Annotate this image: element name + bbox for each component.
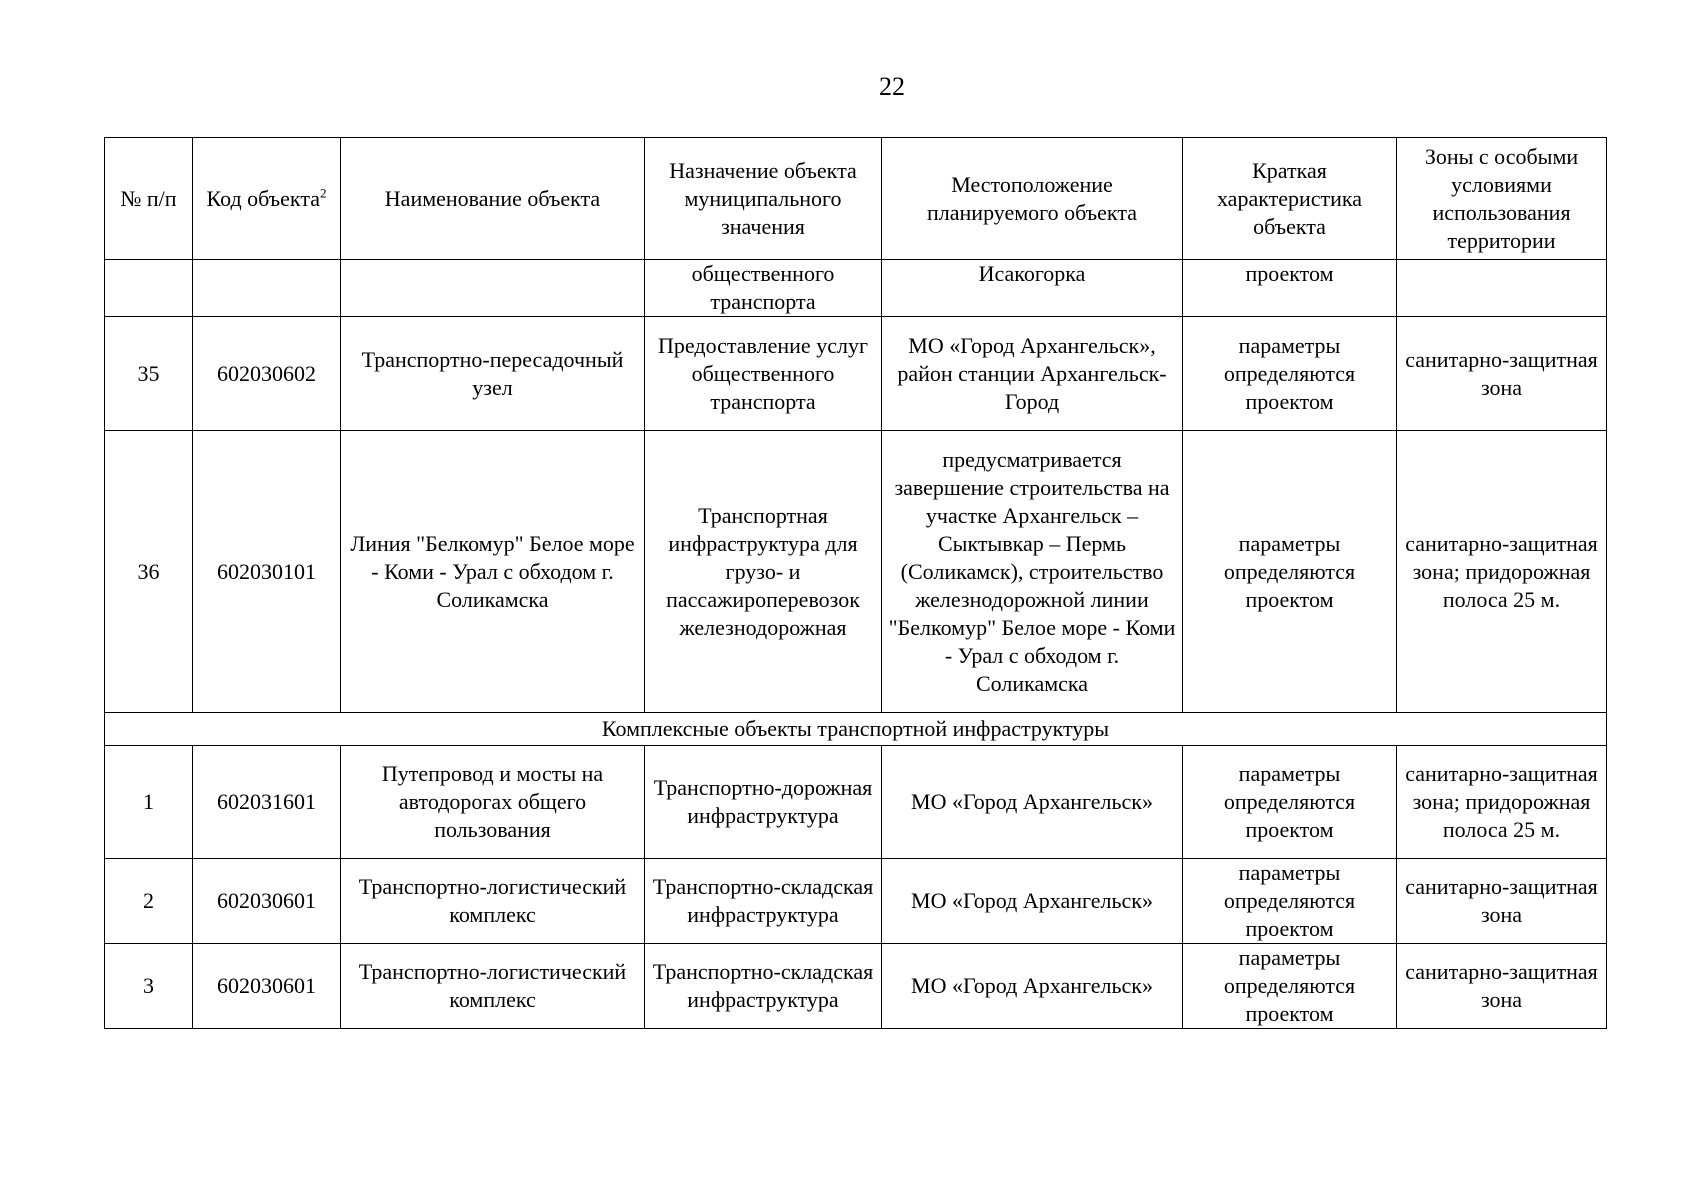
cell-num: 35 — [105, 317, 193, 431]
cell-zones: санитарно-защитная зона — [1397, 944, 1607, 1029]
cell-zones: санитарно-защитная зона; придорожная полоса 25 м. — [1397, 431, 1607, 713]
cell-characteristic: проектом — [1183, 260, 1397, 317]
cell-code: 602030601 — [193, 859, 341, 944]
header-location: Местоположение планируемого объекта — [882, 138, 1183, 260]
table-row-36 — [105, 431, 1607, 713]
cell-characteristic: параметры определяются проектом — [1183, 944, 1397, 1029]
header-purpose: Назначение объекта муниципального значения — [645, 138, 882, 260]
section-row — [105, 713, 1607, 746]
header-code — [193, 138, 341, 260]
objects-table — [104, 137, 1607, 1029]
header-num: № п/п — [105, 138, 193, 260]
cell-purpose: Транспортно-дорожная инфраструктура — [645, 746, 882, 859]
cell-name: Транспортно-логистический комплекс — [341, 859, 645, 944]
cell-zones: санитарно-защитная зона — [1397, 859, 1607, 944]
table-row-1 — [105, 746, 1607, 859]
cell-location: МО «Город Архангельск» — [882, 859, 1183, 944]
cell-location: МО «Город Архангельск» — [882, 746, 1183, 859]
table-row-35 — [105, 317, 1607, 431]
cell-num — [105, 260, 193, 317]
page-number: 22 — [879, 72, 905, 101]
cell-code — [193, 260, 341, 317]
header-name: Наименование объекта — [341, 138, 645, 260]
cell-name: Транспортно-пересадочный узел — [341, 317, 645, 431]
cell-zones: санитарно-защитная зона; придорожная полоса 25 м. — [1397, 746, 1607, 859]
cell-location: предусматривается завершение строительства на участке Архангельск – Сыктывкар – Пермь (Соликамск), строительство железнодорожной линии "Белкомур" Белое море - Коми - Урал с обходом г. Соликамска — [882, 431, 1183, 713]
cell-num: 36 — [105, 431, 193, 713]
cell-location: МО «Город Архангельск», район станции Архангельск-Город — [882, 317, 1183, 431]
cell-characteristic: параметры определяются проектом — [1183, 431, 1397, 713]
cell-name: Путепровод и мосты на автодорогах общего пользования — [341, 746, 645, 859]
header-characteristic: Краткая характеристика объекта — [1183, 138, 1397, 260]
cell-zones: санитарно-защитная зона — [1397, 317, 1607, 431]
table-row-continuation — [105, 260, 1607, 317]
cell-code: 602030101 — [193, 431, 341, 713]
cell-characteristic: параметры определяются проектом — [1183, 317, 1397, 431]
cell-name: Линия "Белкомур" Белое море - Коми - Урал с обходом г. Соликамска — [341, 431, 645, 713]
cell-num: 2 — [105, 859, 193, 944]
header-code-label: Код объекта — [206, 185, 320, 211]
header-code-footnote: 2 — [319, 185, 327, 201]
header-zones: Зоны с особыми условиями использования территории — [1397, 138, 1607, 260]
cell-purpose: Транспортно-складская инфраструктура — [645, 944, 882, 1029]
cell-characteristic: параметры определяются проектом — [1183, 746, 1397, 859]
cell-name: Транспортно-логистический комплекс — [341, 944, 645, 1029]
cell-purpose: Предоставление услуг общественного транспорта — [645, 317, 882, 431]
cell-num: 1 — [105, 746, 193, 859]
header-row — [105, 138, 1607, 260]
cell-zones — [1397, 260, 1607, 317]
cell-purpose: общественного транспорта — [645, 260, 882, 317]
cell-purpose: Транспортная инфраструктура для грузо- и пассажироперевозок железнодорожная — [645, 431, 882, 713]
cell-name — [341, 260, 645, 317]
cell-code: 602030602 — [193, 317, 341, 431]
cell-location: МО «Город Архангельск» — [882, 944, 1183, 1029]
table-row-2 — [105, 859, 1607, 944]
table-row-3 — [105, 944, 1607, 1029]
cell-characteristic: параметры определяются проектом — [1183, 859, 1397, 944]
section-title: Комплексные объекты транспортной инфраструктуры — [105, 713, 1607, 746]
cell-code: 602030601 — [193, 944, 341, 1029]
cell-purpose: Транспортно-складская инфраструктура — [645, 859, 882, 944]
cell-code: 602031601 — [193, 746, 341, 859]
cell-num: 3 — [105, 944, 193, 1029]
cell-location: Исакогорка — [882, 260, 1183, 317]
